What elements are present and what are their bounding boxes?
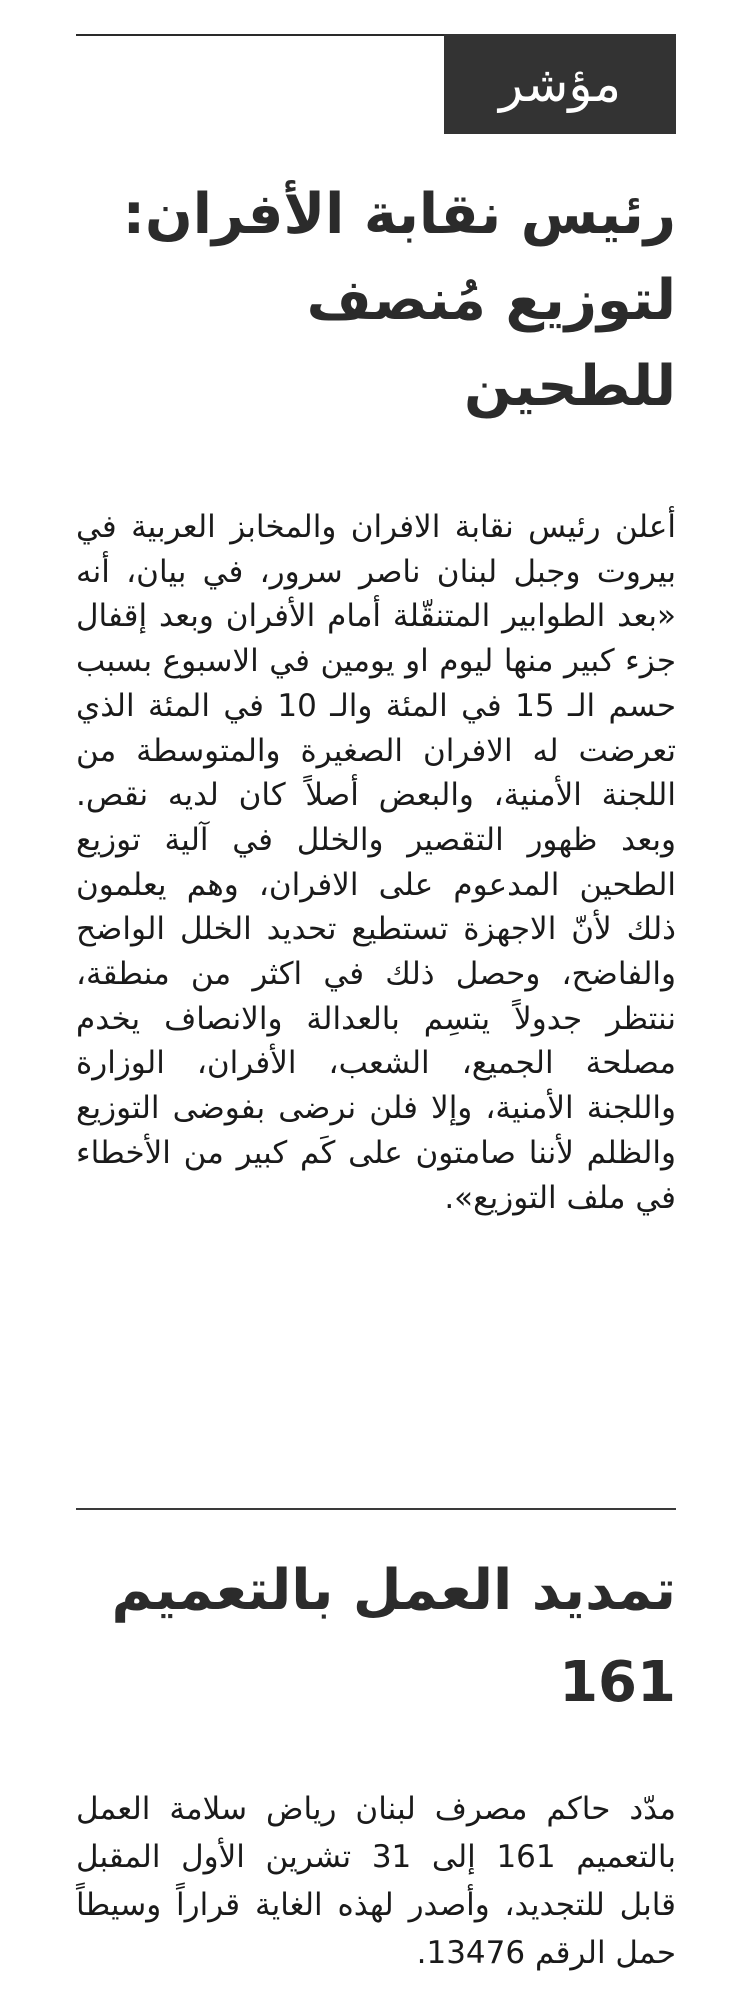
- article-2-body: مدّد حاكم مصرف لبنان رياض سلامة العمل بالتعميم 161 إلى 31 تشرين الأول المقبل قابل للتجديد، وأصدر لهذه الغاية قراراً وسيطاً حمل الرقم 13476.: [76, 1791, 676, 1971]
- article-divider: [76, 1508, 676, 1510]
- section-tag: مؤشر: [444, 34, 676, 134]
- article-2-headline: تمديد العمل بالتعميم 161: [111, 1558, 676, 1715]
- article-1-headline: رئيس نقابة الأفران: لتوزيع مُنصف للطحين: [122, 182, 676, 419]
- article-1-body: أعلن رئيس نقابة الافران والمخابز العربية في بيروت وجبل لبنان ناصر سرور، في بيان، أنه «بعد الطوابير المتنقّلة أمام الأفران وبعد إقفال جزء كبير منها ليوم او يومين في الاسبوع بسبب حسم الـ 15 في المئة والـ 10 في المئة الذي تعرضت له الافران الصغيرة والمتوسطة من اللجنة الأمنية، والبعض أصلاً كان لديه نقص. وبعد ظهور التقصير والخلل في آلية توزيع الطحين المدعوم على الافران، وهم يعلمون ذلك لأنّ الاجهزة تستطيع تحديد الخلل الواضح والفاضح، وحصل ذلك في اكثر من منطقة، ننتظر جدولاً يتسِم بالعدالة والانصاف يخدم مصلحة الجميع، الشعب، الأفران، الوزارة واللجنة الأمنية، وإلا فلن نرضى بفوضى التوزيع والظلم لأننا صامتون على كَم كبير من الأخطاء في ملف التوزيع».: [76, 509, 676, 1216]
